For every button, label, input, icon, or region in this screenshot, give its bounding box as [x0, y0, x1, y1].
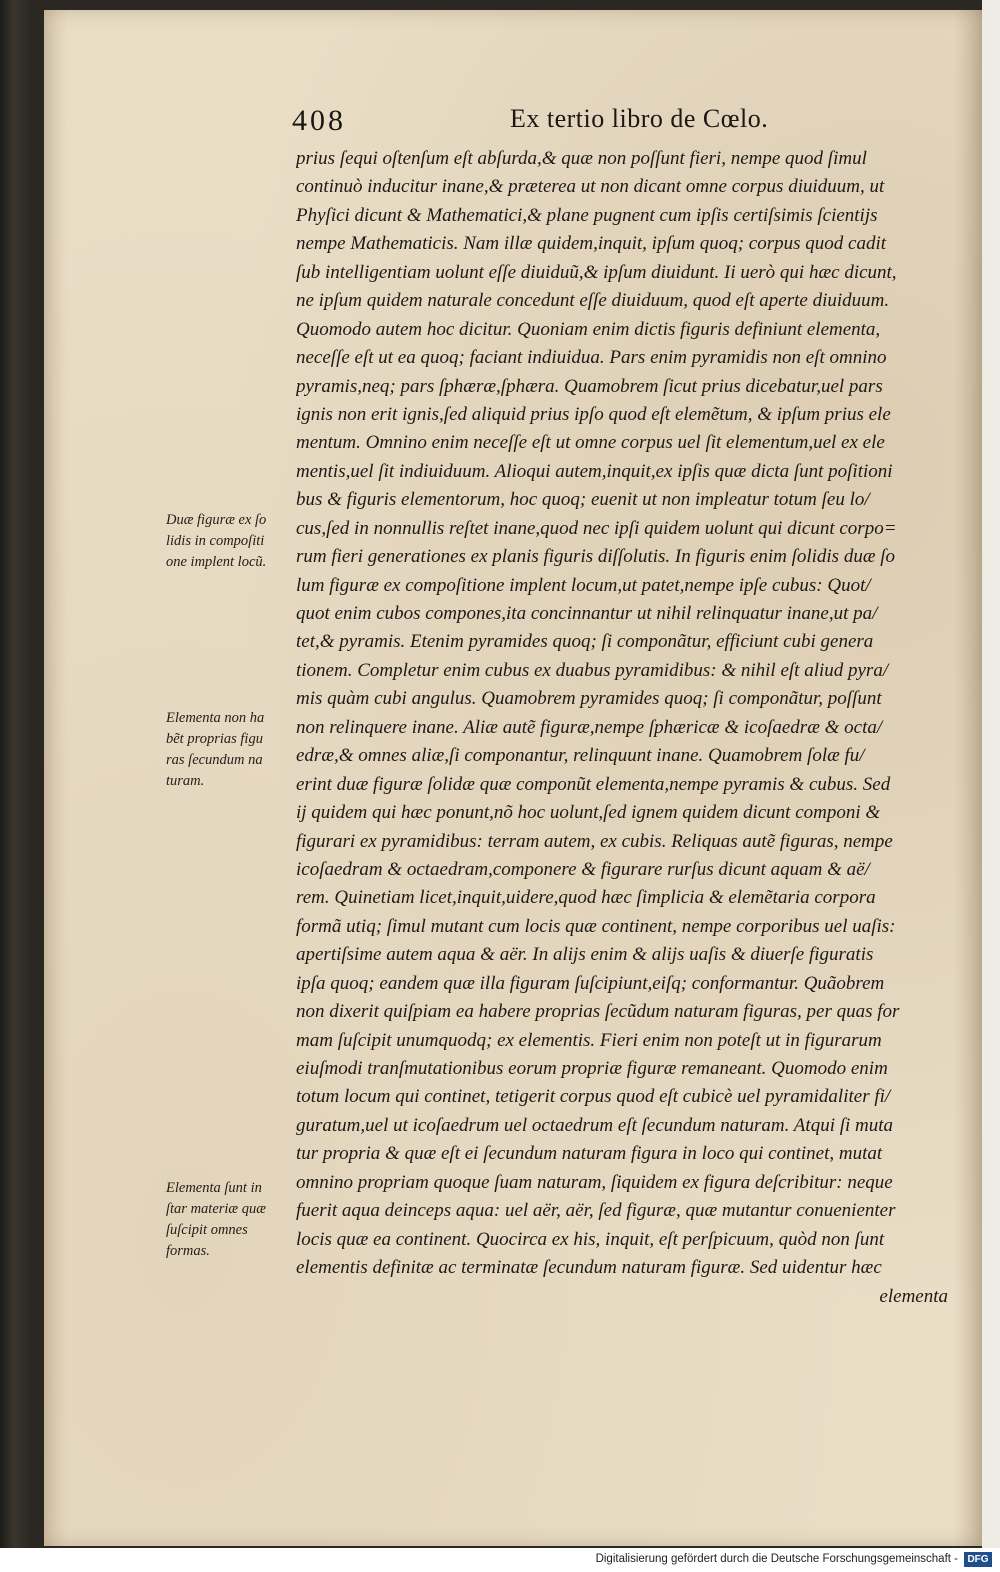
- text-line: rum fieri generationes ex planis figuris diſſolutis. In figuris enim ſolidis duæ ſo: [296, 546, 896, 568]
- marginal-note-3: [166, 1178, 266, 1262]
- text-line: non dixerit quiſpiam ea habere proprias ſecũdum naturam figuras, per quas for: [296, 1001, 900, 1023]
- marginal-note-line: Elementa ſunt in: [166, 1180, 262, 1196]
- text-line: formã utiq; ſimul mutant cum locis quæ continent, nempe corporibus uel uaſis:: [296, 915, 896, 937]
- text-line: ipſa quoq; eandem quæ illa figuram ſuſcipiunt,eiſq; conformantur. Quãobrem: [296, 972, 885, 994]
- marginal-note-line: formas.: [166, 1243, 210, 1259]
- digitization-footer: [0, 1548, 1000, 1572]
- text-line: ſub intelligentiam uolunt eſſe diuiduũ,& ipſum diuidunt. Ii uerò qui hæc dicunt,: [296, 261, 897, 283]
- text-line: rem. Quinetiam licet,inquit,uidere,quod hæc ſimplicia & elemẽtaria corpora: [296, 887, 876, 909]
- text-line: continuò inducitur inane,& præterea ut non dicant omne corpus diuiduum, ut: [296, 176, 885, 198]
- text-line: Quomodo autem hoc dicitur. Quoniam enim dictis figuris definiunt elementa,: [296, 318, 881, 340]
- text-line: tur propria & quæ eſt ei ſecundum naturam figura in loco qui continet, mutat: [296, 1143, 883, 1165]
- text-line: mentum. Omnino enim neceſſe eſt ut omne corpus uel ſit elementum,uel ex ele: [296, 432, 885, 454]
- text-line: erint duæ figuræ ſolidæ quæ componũt elementa,nempe pyramis & cubus. Sed: [296, 773, 891, 795]
- text-line: pyramis,neq; pars ſphæræ,ſphæra. Quamobrem ſicut prius dicebatur,uel pars: [296, 375, 883, 397]
- marginal-note-line: Duæ figuræ ex ſo: [166, 512, 267, 528]
- marginal-note-line: ſtar materiæ quæ: [166, 1201, 266, 1217]
- text-line: neceſſe eſt ut ea quoq; faciant indiuidua. Pars enim pyramidis non eſt omnino: [296, 347, 887, 369]
- marginal-note-line: one implent locũ.: [166, 554, 267, 570]
- text-line: cus,ſed in nonnullis reſtet inane,quod nec ipſi quidem uolunt qui dicunt corpo=: [296, 517, 897, 539]
- text-line: prius ſequi oſtenſum eſt abſurda,& quæ non poſſunt fieri, nempe quod ſimul: [296, 148, 867, 169]
- text-line: locis quæ ea continent. Quocirca ex his, inquit, eſt perſpicuum, quòd non ſunt: [296, 1228, 885, 1250]
- text-line: ij quidem qui hæc ponunt,nõ hoc uolunt,ſed ignem quidem dicunt componi &: [296, 802, 881, 824]
- text-line: omnino propriam quoque ſuam naturam, ſiquidem ex figura deſcribitur: neque: [296, 1171, 893, 1193]
- text-line: guratum,uel ut icoſaedrum uel octaedrum eſt ſecundum naturam. Atqui ſi muta: [296, 1114, 894, 1136]
- scan-right-strip: [982, 0, 1000, 1572]
- text-line: elementa: [879, 1285, 948, 1307]
- text-line: Phyſici dicunt & Mathematici,& plane pugnent cum ipſis certiſsimis ſcientijs: [296, 204, 878, 226]
- text-line: mentis,uel ſit indiuiduum. Alioqui autem,inquit,ex ipſis quæ dicta ſunt poſitioni: [296, 460, 893, 482]
- marginal-note-2: [166, 708, 264, 792]
- text-line: ne ipſum quidem naturale concedunt eſſe diuiduum, quod eſt aperte diuiduum.: [296, 290, 890, 312]
- text-line: apertiſsime autem aqua & aër. In alijs enim & alijs uaſis & diuerſe figuratis: [296, 944, 874, 966]
- marginal-note-line: ras ſecundum na: [166, 752, 263, 768]
- text-line: tionem. Completur enim cubus ex duabus pyramidibus: & nihil eſt aliud pyra/: [296, 659, 889, 681]
- text-line: non relinquere inane. Aliæ autẽ figuræ,nempe ſphæricæ & icoſaedræ & octa/: [296, 716, 883, 738]
- text-line: fuerit aqua deinceps aqua: uel aër, aër, ſed figuræ, quæ mutantur conuenienter: [296, 1200, 896, 1222]
- marginal-note-line: lidis in compoſiti: [166, 533, 265, 549]
- marginal-note-line: turam.: [166, 773, 205, 789]
- text-line: lum figuræ ex compoſitione implent locum,ut patet,nempe ipſe cubus: Quot/: [296, 574, 871, 596]
- footer-credit: Digitalisierung gefördert durch die Deutsche Forschungsgemeinschaft -: [595, 1553, 958, 1565]
- text-line: totum locum qui continet, tetigerit corpus quod eſt cubicè uel pyramidaliter fi/: [296, 1086, 891, 1108]
- body-text: [296, 145, 956, 1311]
- text-line: mam ſuſcipit unumquodq; ex elementis. Fieri enim non poteſt ut in figurarum: [296, 1029, 882, 1051]
- text-line: icoſaedram & octaedram,componere & figurare rurſus dicunt aquam & aë/: [296, 858, 870, 880]
- text-line: figurari ex pyramidibus: terram autem, ex cubis. Reliquas autẽ figuras, nempe: [296, 830, 893, 852]
- marginal-note-1: [166, 510, 266, 573]
- text-line: mis quàm cubi angulus. Quamobrem pyramides quoq; ſi componãtur, poſſunt: [296, 688, 882, 710]
- text-line: tet,& pyramis. Etenim pyramides quoq; ſi componãtur, efficiunt cubi genera: [296, 631, 874, 653]
- page-number: 408: [292, 104, 346, 137]
- text-line: elementis definitæ ac terminatæ ſecundum naturam figuræ. Sed uidentur hæc: [296, 1257, 882, 1279]
- marginal-note-line: bẽt proprias figu: [166, 731, 263, 747]
- text-line: bus & figuris elementorum, hoc quoq; euenit ut non impleatur totum ſeu lo/: [296, 489, 870, 511]
- running-head: Ex tertio libro de Cœlo.: [510, 104, 769, 133]
- text-line: nempe Mathematicis. Nam illæ quidem,inquit, ipſum quoq; corpus quod cadit: [296, 233, 887, 255]
- dfg-logo-icon[interactable]: DFG: [964, 1552, 992, 1567]
- text-line: quot enim cubos compones,ita concinnantur ut nihil relinquatur inane,ut pa/: [296, 603, 878, 624]
- text-line: ignis non erit ignis,ſed aliquid prius ipſo quod eſt elemẽtum, & ipſum prius ele: [296, 403, 891, 425]
- marginal-note-line: ſuſcipit omnes: [166, 1222, 248, 1238]
- text-line: edræ,& omnes aliæ,ſi componantur, relinquunt inane. Quamobrem ſolæ fu/: [296, 745, 865, 767]
- text-line: eiuſmodi tranſmutationibus eorum propriæ figuræ remaneant. Quomodo enim: [296, 1058, 888, 1079]
- marginal-note-line: Elementa non ha: [166, 710, 265, 726]
